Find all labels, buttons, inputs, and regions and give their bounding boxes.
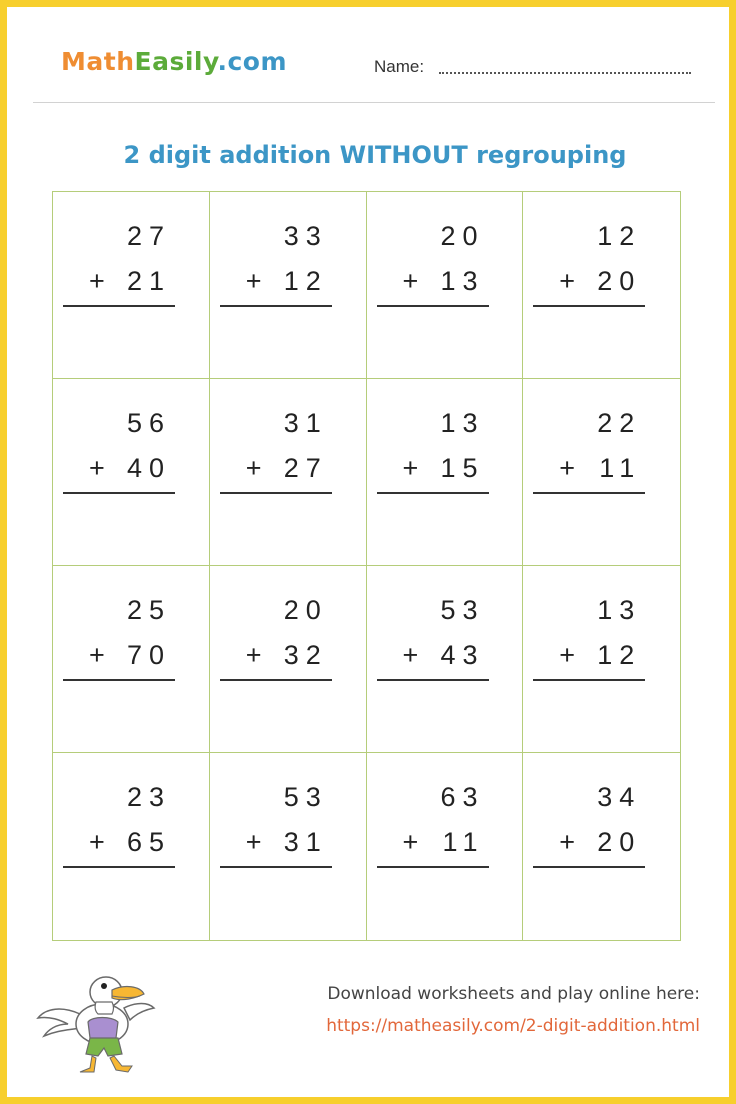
addend-bottom-row: [220, 259, 332, 304]
answer-line: [63, 679, 175, 681]
addend-bottom: 20: [597, 266, 642, 296]
plus-sign: +: [245, 827, 269, 857]
plus-sign: +: [402, 827, 426, 857]
addition-problem: [63, 401, 175, 494]
footer: [326, 978, 700, 1042]
addend-bottom-row: [533, 633, 645, 678]
addend-bottom-row: [377, 820, 489, 865]
addend-bottom: 43: [440, 640, 485, 670]
site-logo[interactable]: [61, 47, 287, 76]
logo-part-easily: Easily: [134, 47, 218, 76]
addition-problem: [377, 775, 489, 868]
plus-sign: +: [245, 266, 269, 296]
answer-line: [533, 866, 645, 868]
addend-top: 33: [283, 221, 328, 251]
addition-problem: [533, 588, 645, 681]
addend-bottom: 15: [440, 453, 485, 483]
addend-bottom-row: [63, 446, 175, 491]
addition-problem: [63, 588, 175, 681]
addition-problem: [220, 588, 332, 681]
plus-sign: +: [245, 453, 269, 483]
addend-top: 27: [126, 221, 171, 251]
plus-sign: +: [559, 266, 583, 296]
logo-part-domain: .com: [217, 47, 288, 76]
answer-line: [533, 679, 645, 681]
problem-cell: [367, 566, 524, 753]
addend-bottom: 21: [126, 266, 171, 296]
addend-bottom-row: [63, 820, 175, 865]
problem-cell: [523, 753, 680, 940]
problem-cell: [367, 753, 524, 940]
answer-line: [220, 305, 332, 307]
problem-cell: [210, 566, 367, 753]
problem-grid: [52, 191, 681, 941]
addition-problem: [220, 214, 332, 307]
addend-bottom-row: [377, 259, 489, 304]
plus-sign: +: [559, 827, 583, 857]
duck-mascot-icon: [32, 962, 162, 1080]
answer-line: [63, 492, 175, 494]
plus-sign: +: [559, 453, 583, 483]
problem-cell: [53, 566, 210, 753]
addend-bottom: 27: [283, 453, 328, 483]
addend-top: 20: [283, 595, 328, 625]
addition-problem: [220, 401, 332, 494]
problem-cell: [210, 379, 367, 566]
addend-top: 34: [597, 782, 642, 812]
addend-top: 22: [597, 408, 642, 438]
addend-bottom: 11: [599, 453, 642, 483]
addition-problem: [377, 588, 489, 681]
addend-bottom-row: [63, 259, 175, 304]
worksheet-title: 2 digit addition WITHOUT regrouping: [123, 141, 627, 169]
addition-problem: [220, 775, 332, 868]
addend-bottom-row: [377, 446, 489, 491]
answer-line: [220, 492, 332, 494]
plus-sign: +: [89, 640, 112, 670]
name-field-line[interactable]: [439, 72, 691, 74]
problem-cell: [53, 192, 210, 379]
answer-line: [63, 866, 175, 868]
plus-sign: +: [402, 640, 426, 670]
addend-bottom-row: [220, 633, 332, 678]
header-divider: [33, 102, 715, 103]
addend-bottom: 31: [283, 827, 328, 857]
addend-bottom: 65: [126, 827, 171, 857]
problem-cell: [367, 379, 524, 566]
answer-line: [220, 679, 332, 681]
problem-cell: [523, 566, 680, 753]
addend-top: 13: [440, 408, 485, 438]
answer-line: [533, 305, 645, 307]
addition-problem: [377, 214, 489, 307]
plus-sign: +: [89, 453, 112, 483]
plus-sign: +: [245, 640, 269, 670]
addition-problem: [533, 775, 645, 868]
addend-top: 53: [283, 782, 328, 812]
addend-bottom: 70: [126, 640, 171, 670]
footer-link[interactable]: https://matheasily.com/2-digit-addition.html: [326, 1016, 700, 1036]
addend-top: 23: [126, 782, 171, 812]
problem-cell: [210, 192, 367, 379]
problem-cell: [210, 753, 367, 940]
addition-problem: [63, 775, 175, 868]
answer-line: [377, 305, 489, 307]
addend-top: 53: [440, 595, 485, 625]
addend-bottom: 40: [126, 453, 171, 483]
addition-problem: [533, 214, 645, 307]
addend-bottom-row: [63, 633, 175, 678]
addend-top: 25: [126, 595, 171, 625]
addition-problem: [377, 401, 489, 494]
addend-top: 31: [283, 408, 328, 438]
addend-top: 13: [597, 595, 642, 625]
addend-bottom-row: [220, 446, 332, 491]
problem-cell: [53, 753, 210, 940]
problem-cell: [367, 192, 524, 379]
plus-sign: +: [559, 640, 583, 670]
addend-bottom: 12: [283, 266, 328, 296]
answer-line: [377, 866, 489, 868]
addend-bottom-row: [533, 259, 645, 304]
addition-problem: [533, 401, 645, 494]
addend-bottom: 32: [283, 640, 328, 670]
addend-top: 20: [440, 221, 485, 251]
problem-cell: [523, 192, 680, 379]
footer-message: Download worksheets and play online here:: [327, 984, 700, 1004]
addend-bottom-row: [377, 633, 489, 678]
name-label: Name:: [374, 57, 425, 76]
answer-line: [533, 492, 645, 494]
addend-top: 12: [597, 221, 642, 251]
addend-top: 56: [126, 408, 171, 438]
problem-cell: [53, 379, 210, 566]
problem-cell: [523, 379, 680, 566]
addend-bottom: 13: [440, 266, 485, 296]
addend-bottom: 11: [442, 827, 485, 857]
answer-line: [377, 492, 489, 494]
plus-sign: +: [402, 266, 426, 296]
addend-bottom: 12: [597, 640, 642, 670]
addend-bottom-row: [533, 446, 645, 491]
answer-line: [220, 866, 332, 868]
plus-sign: +: [89, 266, 112, 296]
addition-problem: [63, 214, 175, 307]
answer-line: [63, 305, 175, 307]
answer-line: [377, 679, 489, 681]
addend-bottom: 20: [597, 827, 642, 857]
addend-bottom-row: [533, 820, 645, 865]
addend-top: 63: [440, 782, 485, 812]
plus-sign: +: [402, 453, 426, 483]
addend-bottom-row: [220, 820, 332, 865]
plus-sign: +: [89, 827, 112, 857]
logo-part-math: Math: [61, 47, 135, 76]
